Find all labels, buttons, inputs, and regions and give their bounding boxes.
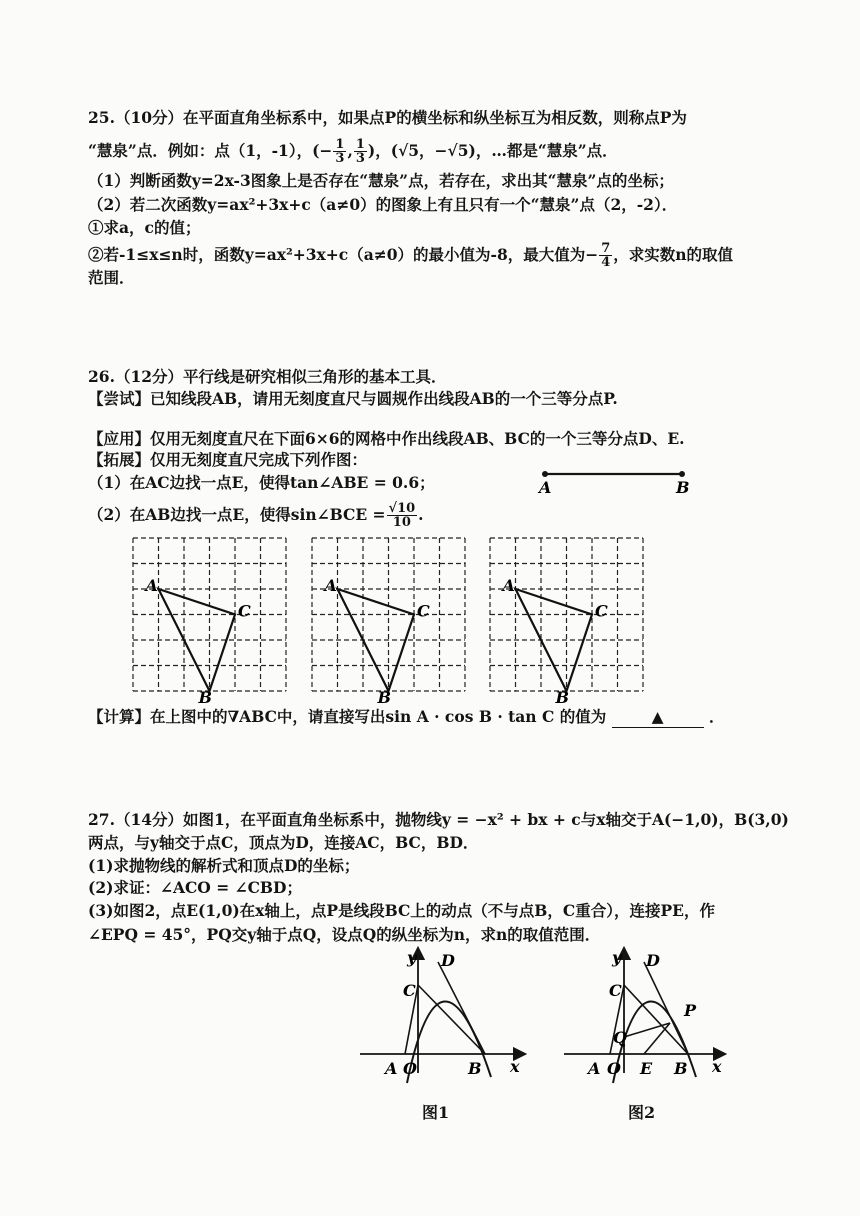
q26-line-2: 【尝试】已知线段AB，请用无刻度直尺与圆规作出线段AB的一个三等分点P. (88, 389, 618, 408)
q25-line-6a: ②若-1≤x≤n时，函数y=ax²+3x+c（a≠0）的最小值为-8，最大值为− (88, 245, 599, 264)
q26-line-1: 26.（12分）平行线是研究相似三角形的基本工具． (88, 367, 447, 386)
grid-label-a: A (324, 576, 337, 595)
q26-calc-text: 【计算】在上图中的∇ABC中，请直接写出sin A · cos B · tan C 的值为 (88, 707, 607, 726)
fig2-label-y: y (612, 948, 622, 967)
fraction-one-third: $\frac{1}{3}$ (355, 136, 365, 166)
q26-calc-line (88, 707, 725, 728)
fig1-segment-bc (418, 985, 485, 1054)
answer-blank (612, 707, 704, 728)
q26-line-4: 【拓展】仅用无刻度直尺完成下列作图： (88, 450, 368, 469)
q27-line-2: 两点，与y轴交于点C，顶点为D，连接AC，BC，BD． (88, 833, 479, 852)
grid-2 (312, 538, 465, 707)
figure-2-caption: 图2 (628, 1103, 656, 1122)
grid-label-b: B (377, 688, 392, 707)
grid-label-a: A (502, 576, 515, 595)
grid-label-a: A (145, 576, 158, 595)
fig1-label-b: B (468, 1059, 482, 1078)
q27-line-6: ∠EPQ = 45°，PQ交y轴于点Q，设点Q的纵坐标为n，求n的取值范围． (88, 925, 601, 944)
q26-line-3: 【应用】仅用无刻度直尺在下面6×6的网格中作出线段AB、BC的一个三等分点D、E. (88, 429, 685, 448)
figure-2 (560, 945, 740, 1085)
fig1-segment-bd (438, 962, 485, 1054)
fig1-label-c: C (403, 981, 416, 1000)
figure-1-caption: 图1 (422, 1103, 450, 1122)
q25-line-6b: ，求实数n的取值 (613, 245, 734, 264)
q25-line-2b: , (347, 141, 353, 160)
fig2-label-d: D (646, 951, 660, 970)
fraction-seven-fourths: $\frac{7}{4}$ (601, 240, 611, 270)
q26-line-5: （1）在AC边找一点E，使得tan∠ABE = 0.6； (88, 473, 435, 492)
fig1-label-d: D (441, 951, 455, 970)
q25-line-7: 范围． (88, 268, 135, 287)
grid-label-c: C (595, 601, 608, 621)
grid-label-b: B (555, 688, 570, 707)
grid-1 (133, 538, 286, 707)
grid-3 (490, 538, 643, 707)
fig1-label-x: x (510, 1057, 520, 1076)
fig2-label-c: C (609, 981, 622, 1000)
fig2-label-e: E (640, 1059, 653, 1078)
q26-line-6a: （2）在AB边找一点E，使得sin∠BCE = (88, 505, 386, 524)
fig1-label-a: A (385, 1059, 398, 1078)
segment-label-b: B (676, 478, 690, 496)
grid-label-c: C (238, 601, 251, 621)
q25-line-4: （2）若二次函数y=ax²+3x+c（a≠0）的图象上有且只有一个“慧泉”点（2，-2）． (88, 195, 678, 214)
q25-line-2a: “慧泉”点．例如：点（1，-1），(− (88, 141, 333, 160)
q27-line-1: 27.（14分）如图1，在平面直角坐标系中，抛物线y = −x² + bx + c与x轴交于A(−1,0)，B(3,0) (88, 810, 789, 829)
fig2-label-x: x (712, 1057, 722, 1076)
fig2-segment-bd (644, 962, 688, 1054)
fig1-label-o: O (403, 1059, 417, 1078)
fig2-label-o: O (607, 1059, 621, 1078)
q27-line-5: (3)如图2，点E(1,0)在x轴上，点P是线段BC上的动点（不与点B，C重合），连接PE，作 (88, 901, 715, 920)
fig2-segment-bc (624, 985, 688, 1054)
q27-line-4: (2)求证：∠ACO = ∠CBD； (88, 878, 302, 897)
fraction-sqrt10-over-10: $\frac{√10}{10}$ (388, 500, 416, 530)
fig1-label-y: y (407, 948, 417, 967)
q26-calc-end: ． (709, 707, 725, 726)
segment-label-a: A (539, 478, 552, 496)
fig2-label-a: A (588, 1059, 601, 1078)
fig2-label-p: P (684, 1001, 697, 1020)
grid-label-b: B (198, 688, 213, 707)
q25-line-3: （1）判断函数y=2x-3图象上是否存在“慧泉”点，若存在，求出其“慧泉”点的坐标； (88, 171, 674, 190)
q27-line-3: (1)求抛物线的解析式和顶点D的坐标； (88, 856, 360, 875)
q25-line-2c: )，(√5，−√5)，…都是“慧泉”点． (367, 141, 618, 160)
answer-marker: ▲ (651, 707, 664, 726)
q25-line-5: ①求a，c的值； (88, 218, 201, 237)
q26-line-6b: . (418, 505, 424, 524)
figure-1 (355, 945, 535, 1085)
triangle-grids (133, 538, 643, 707)
fig2-label-b: B (674, 1059, 688, 1078)
fraction-one-third-neg: $\frac{1}{3}$ (335, 136, 345, 166)
fig2-label-q: Q (613, 1028, 627, 1047)
q25-line-1: 25.（10分）在平面直角坐标系中，如果点P的横坐标和纵坐标互为相反数，则称点P为 (88, 108, 687, 127)
grid-label-c: C (417, 601, 430, 621)
